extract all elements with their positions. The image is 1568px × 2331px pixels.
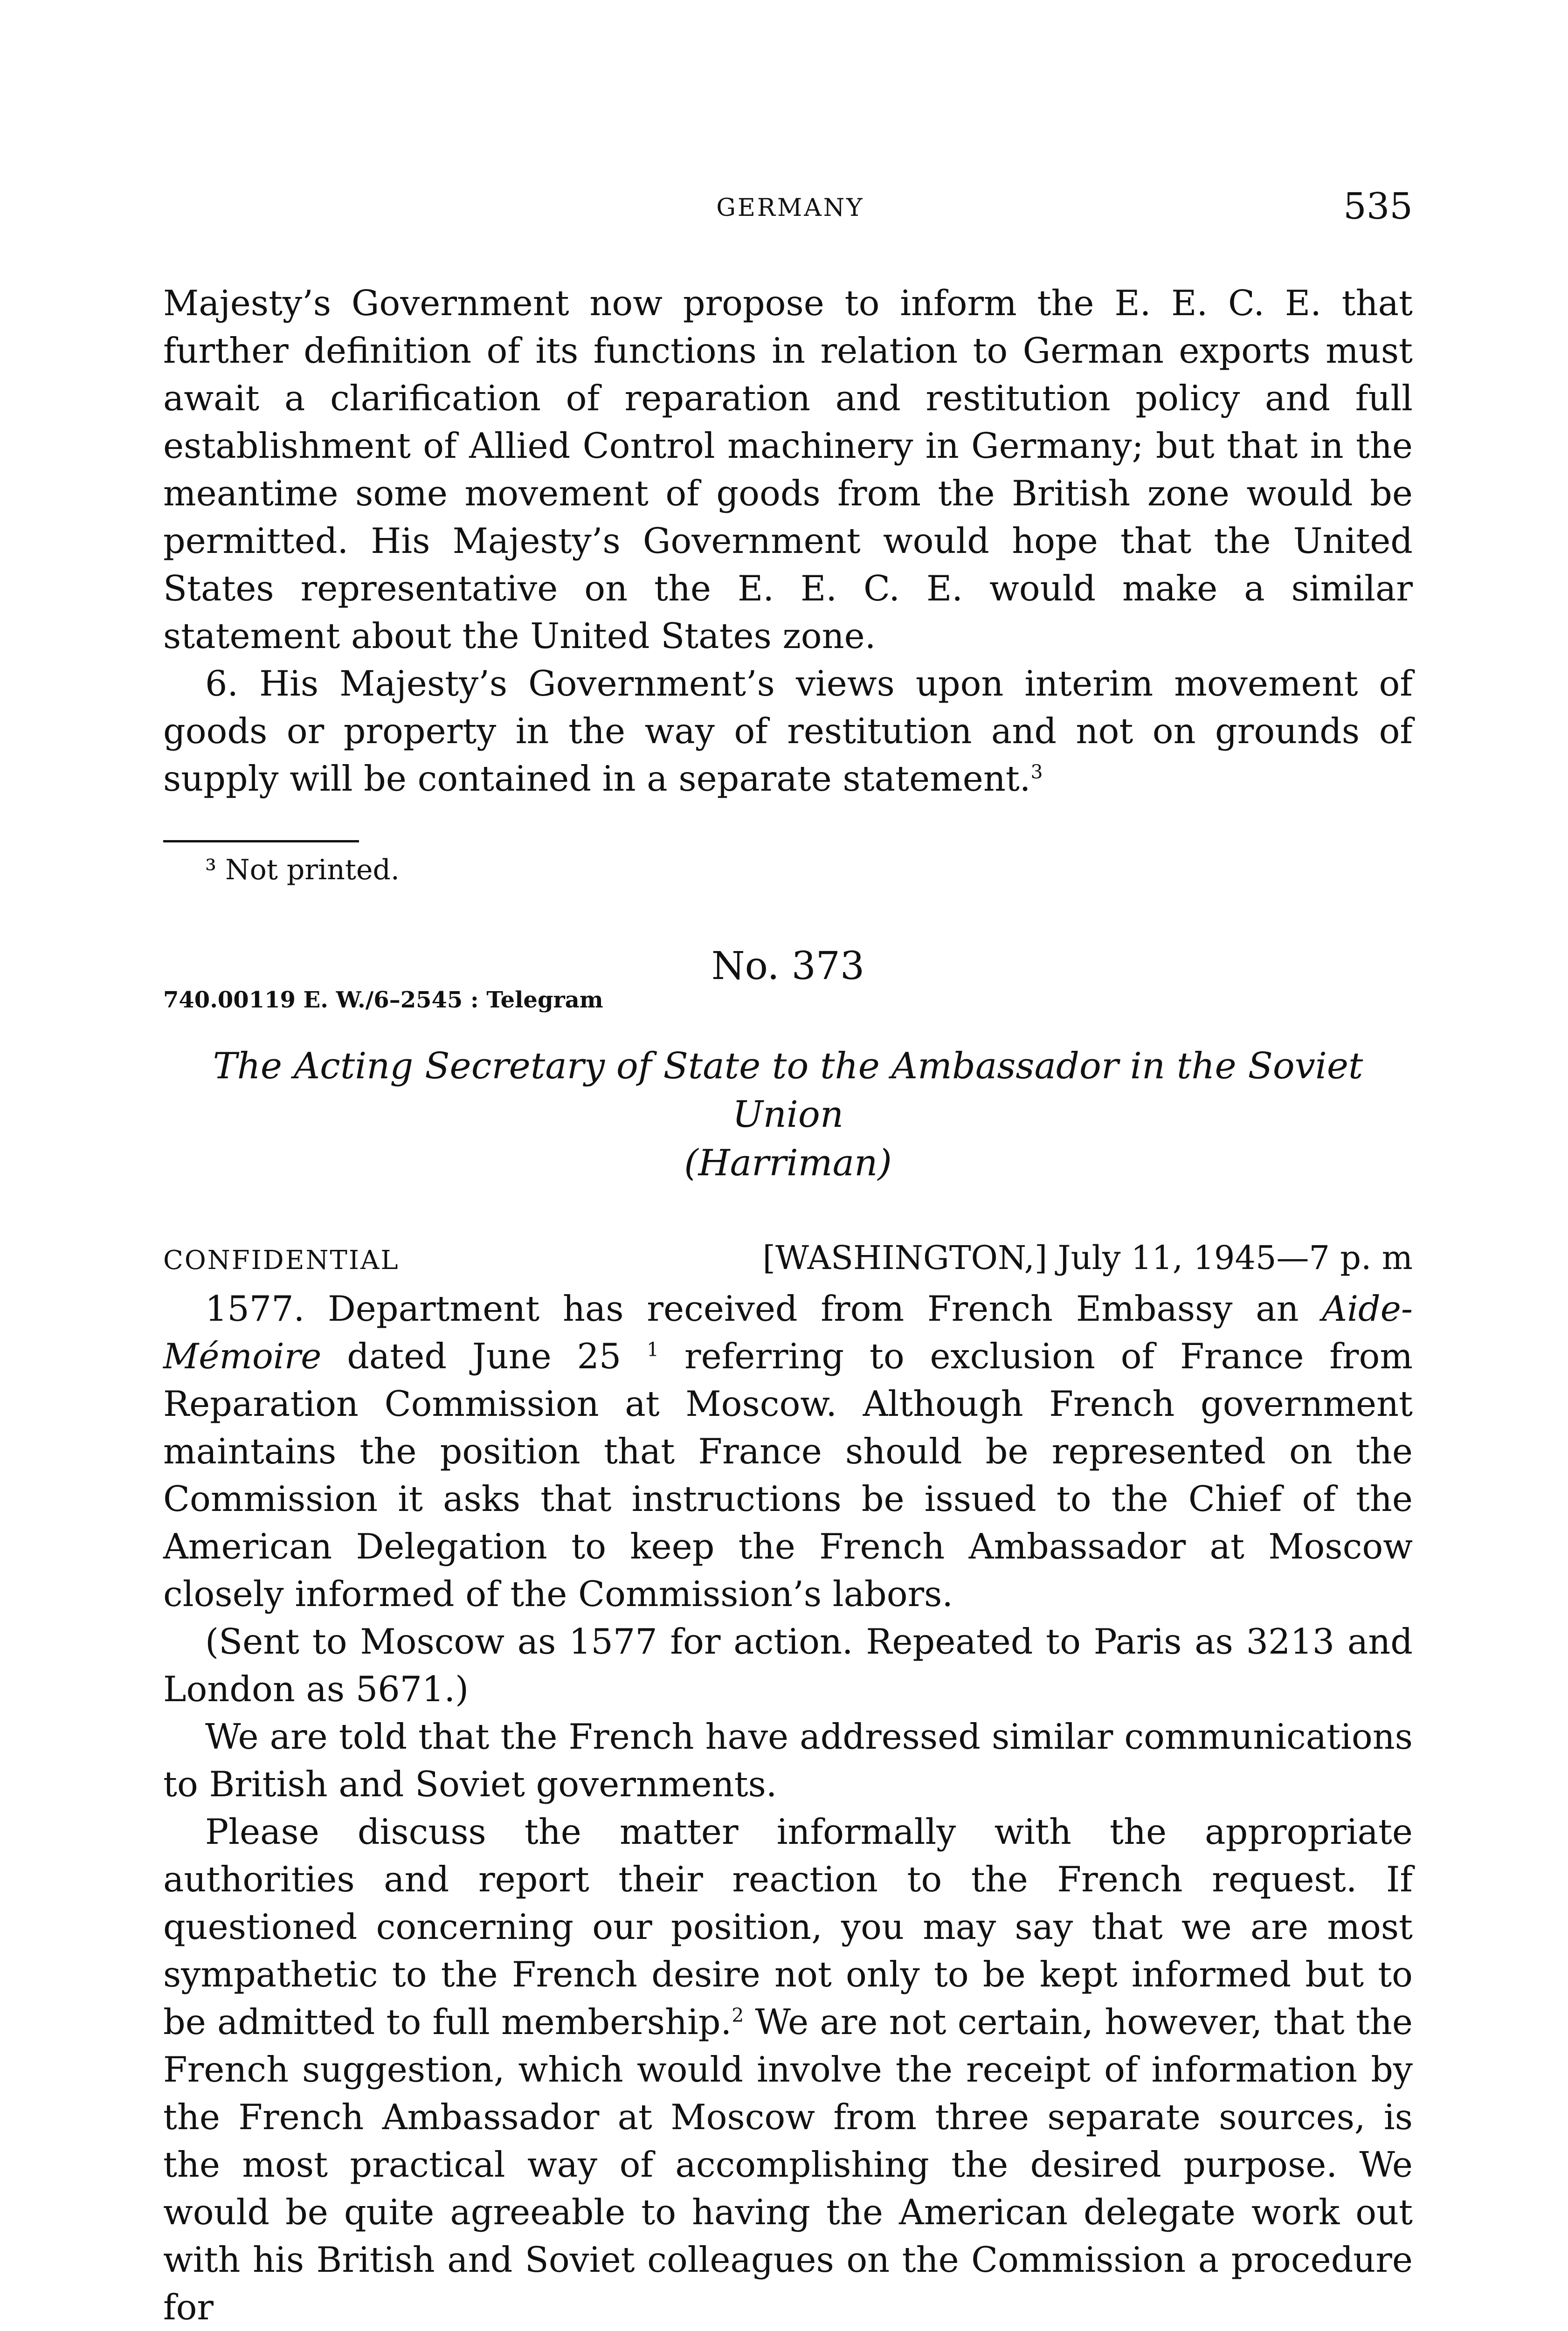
footnote-ref-3: 3	[1030, 761, 1043, 784]
document-title	[163, 1042, 1413, 1187]
dateline: [WASHINGTON,] July 11, 1945—7 p. m	[762, 1239, 1413, 1277]
document-title-line-2: (Harriman)	[684, 1142, 892, 1184]
document-heading	[163, 944, 1413, 1014]
paragraph-6-text: 6. His Majesty’s Government’s views upon interim movement of goods or property in the way of restitution and not on grounds of supply will be contained in a separate statement.	[163, 663, 1413, 799]
document-title-line-1: The Acting Secretary of State to the Ambassador in the Soviet Union	[213, 1045, 1363, 1136]
file-reference: 740.00119 E. W./6–2545 : Telegram	[163, 987, 603, 1013]
footnote-3: ³ Not printed.	[205, 854, 400, 886]
paragraph-6	[163, 660, 1413, 803]
page-body	[163, 280, 1413, 2331]
footnote-rule	[163, 840, 359, 842]
telegram-paragraph-3: We are told that the French have addressed similar communications to British and Soviet governments.	[163, 1717, 1413, 1805]
telegram-p1-text-b: dated June 25	[321, 1336, 647, 1377]
telegram-paragraph-4	[163, 1808, 1413, 2331]
aide-memoire-term: Aide-Mémoire	[163, 1289, 1413, 1377]
continued-paragraph: Majesty’s Government now propose to inform the E. E. C. E. that further definition of its functions in relation to German exports must await a clarification of reparation and restitution policy and full establishment of Allied Control machinery in Germany; but that in the meantime some movement of goods from the British zone would be permitted. His Majesty’s Government would hope that the United States representative on the E. E. C. E. would make a similar statement about the United States zone.	[163, 283, 1413, 656]
classification: CONFIDENTIAL	[163, 1245, 400, 1276]
running-head-title: GERMANY	[716, 194, 864, 222]
footnote-ref-1: 1	[647, 1338, 659, 1361]
running-head	[168, 186, 1413, 237]
telegram-p1-text-c: referring to exclusion of France from Reparation Commission at Moscow. Although French government maintains the position that France should be represented on the Commission it asks that instructions be issued to the Chief of the American Delegation to keep the French Ambassador at Moscow closely informed of the Commission’s labors.	[163, 1336, 1413, 1614]
page-number: 535	[1343, 186, 1413, 228]
telegram-p4-text-a: Please discuss the matter informally with the appropriate authorities and report their reaction to the French request. If questioned concerning our position, you may say that we are most sympathetic to the French desire not only to be kept informed but to be admitted to full membership.	[163, 1812, 1413, 2042]
telegram-paragraph-2: (Sent to Moscow as 1577 for action. Repeated to Paris as 3213 and London as 5671.)	[163, 1621, 1413, 1710]
dateline-row	[163, 1239, 1413, 1285]
footnote-ref-2: 2	[732, 2004, 744, 2027]
telegram-p4-text-b: We are not certain, however, that the French suggestion, which would involve the receipt of information by the French Ambassador at Moscow from three separate sources, is the most practical way of accomplishing the desired purpose. We would be quite agreeable to having the American delegate work out with his British and Soviet colleagues on the Commission a procedure for	[163, 2002, 1413, 2328]
telegram-paragraph-1	[163, 1285, 1413, 1618]
document-number: No. 373	[711, 944, 865, 988]
telegram-p1-text-a: 1577. Department has received from French Embassy an	[205, 1289, 1322, 1329]
